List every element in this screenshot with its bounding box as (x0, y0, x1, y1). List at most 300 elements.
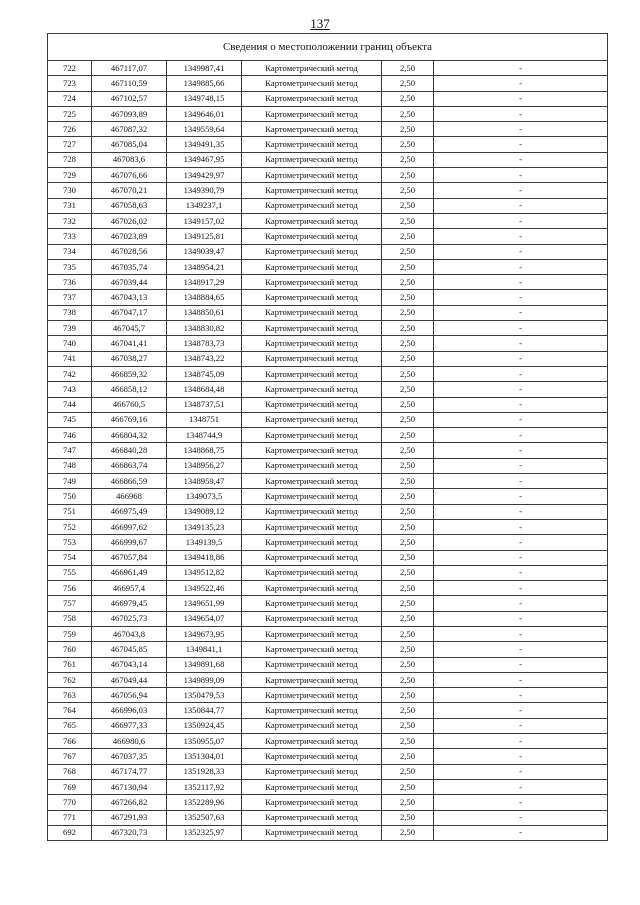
cell-accuracy: 2,50 (382, 657, 434, 672)
cell-method: Картометрический метод (242, 106, 382, 121)
cell-x-coordinate: 467043,13 (92, 290, 167, 305)
table-row (48, 198, 608, 213)
table-header-row (48, 34, 608, 61)
cell-point-number: 745 (48, 412, 92, 427)
cell-y-coordinate: 1350955,07 (167, 734, 242, 749)
cell-y-coordinate: 1348751 (167, 412, 242, 427)
cell-method: Картометрический метод (242, 489, 382, 504)
cell-method: Картометрический метод (242, 122, 382, 137)
table-row (48, 275, 608, 290)
cell-description: - (434, 213, 608, 228)
table-row (48, 428, 608, 443)
cell-x-coordinate: 466977,33 (92, 718, 167, 733)
cell-description: - (434, 535, 608, 550)
cell-y-coordinate: 1351928,33 (167, 764, 242, 779)
cell-point-number: 728 (48, 152, 92, 167)
cell-method: Картометрический метод (242, 565, 382, 580)
cell-description: - (434, 305, 608, 320)
cell-y-coordinate: 1349673,95 (167, 626, 242, 641)
cell-y-coordinate: 1348830,82 (167, 321, 242, 336)
table-row (48, 305, 608, 320)
cell-x-coordinate: 467093,89 (92, 106, 167, 121)
cell-description: - (434, 688, 608, 703)
cell-description: - (434, 61, 608, 76)
cell-point-number: 726 (48, 122, 92, 137)
cell-x-coordinate: 466859,32 (92, 366, 167, 381)
table-row (48, 734, 608, 749)
cell-point-number: 768 (48, 764, 92, 779)
table-row (48, 642, 608, 657)
cell-accuracy: 2,50 (382, 168, 434, 183)
cell-accuracy: 2,50 (382, 596, 434, 611)
cell-description: - (434, 596, 608, 611)
cell-method: Картометрический метод (242, 611, 382, 626)
cell-x-coordinate: 467291,93 (92, 810, 167, 825)
cell-x-coordinate: 467045,7 (92, 321, 167, 336)
cell-x-coordinate: 467110,59 (92, 76, 167, 91)
cell-accuracy: 2,50 (382, 336, 434, 351)
cell-x-coordinate: 467043,14 (92, 657, 167, 672)
cell-x-coordinate: 467035,74 (92, 259, 167, 274)
cell-accuracy: 2,50 (382, 688, 434, 703)
cell-description: - (434, 152, 608, 167)
cell-description: - (434, 703, 608, 718)
cell-point-number: 756 (48, 581, 92, 596)
cell-y-coordinate: 1348850,61 (167, 305, 242, 320)
cell-method: Картометрический метод (242, 244, 382, 259)
cell-y-coordinate: 1349418,86 (167, 550, 242, 565)
cell-x-coordinate: 466979,45 (92, 596, 167, 611)
table-row (48, 168, 608, 183)
cell-description: - (434, 718, 608, 733)
cell-x-coordinate: 466968 (92, 489, 167, 504)
cell-description: - (434, 366, 608, 381)
cell-y-coordinate: 1348954,21 (167, 259, 242, 274)
cell-accuracy: 2,50 (382, 198, 434, 213)
cell-point-number: 692 (48, 825, 92, 840)
cell-point-number: 750 (48, 489, 92, 504)
cell-point-number: 729 (48, 168, 92, 183)
cell-y-coordinate: 1349559,64 (167, 122, 242, 137)
cell-accuracy: 2,50 (382, 91, 434, 106)
cell-x-coordinate: 467083,6 (92, 152, 167, 167)
cell-x-coordinate: 467045,85 (92, 642, 167, 657)
cell-y-coordinate: 1349139,5 (167, 535, 242, 550)
cell-x-coordinate: 466804,32 (92, 428, 167, 443)
cell-method: Картометрический метод (242, 795, 382, 810)
cell-point-number: 725 (48, 106, 92, 121)
table-row (48, 412, 608, 427)
cell-accuracy: 2,50 (382, 305, 434, 320)
cell-method: Картометрический метод (242, 519, 382, 534)
cell-description: - (434, 137, 608, 152)
cell-point-number: 759 (48, 626, 92, 641)
table-row (48, 152, 608, 167)
table-row (48, 229, 608, 244)
cell-accuracy: 2,50 (382, 795, 434, 810)
cell-y-coordinate: 1348744,9 (167, 428, 242, 443)
cell-method: Картометрический метод (242, 366, 382, 381)
cell-point-number: 763 (48, 688, 92, 703)
cell-y-coordinate: 1350924,45 (167, 718, 242, 733)
cell-description: - (434, 581, 608, 596)
cell-x-coordinate: 467076,66 (92, 168, 167, 183)
cell-description: - (434, 779, 608, 794)
cell-description: - (434, 458, 608, 473)
cell-accuracy: 2,50 (382, 565, 434, 580)
cell-method: Картометрический метод (242, 596, 382, 611)
cell-point-number: 739 (48, 321, 92, 336)
cell-method: Картометрический метод (242, 183, 382, 198)
table-row (48, 382, 608, 397)
cell-accuracy: 2,50 (382, 519, 434, 534)
table-row (48, 321, 608, 336)
cell-method: Картометрический метод (242, 397, 382, 412)
cell-point-number: 758 (48, 611, 92, 626)
cell-method: Картометрический метод (242, 305, 382, 320)
cell-description: - (434, 550, 608, 565)
cell-method: Картометрический метод (242, 76, 382, 91)
cell-description: - (434, 76, 608, 91)
cell-point-number: 765 (48, 718, 92, 733)
cell-y-coordinate: 1348917,29 (167, 275, 242, 290)
cell-point-number: 770 (48, 795, 92, 810)
cell-point-number: 762 (48, 672, 92, 687)
table-row (48, 795, 608, 810)
table-row (48, 779, 608, 794)
cell-method: Картометрический метод (242, 336, 382, 351)
cell-point-number: 737 (48, 290, 92, 305)
table-row (48, 106, 608, 121)
cell-description: - (434, 474, 608, 489)
cell-x-coordinate: 467117,07 (92, 61, 167, 76)
cell-y-coordinate: 1350844,77 (167, 703, 242, 718)
table-row (48, 91, 608, 106)
cell-accuracy: 2,50 (382, 76, 434, 91)
table-row (48, 61, 608, 76)
cell-method: Картометрический метод (242, 764, 382, 779)
table-row (48, 290, 608, 305)
cell-point-number: 727 (48, 137, 92, 152)
cell-accuracy: 2,50 (382, 626, 434, 641)
cell-description: - (434, 198, 608, 213)
cell-x-coordinate: 466769,16 (92, 412, 167, 427)
cell-y-coordinate: 1349646,01 (167, 106, 242, 121)
cell-description: - (434, 443, 608, 458)
cell-point-number: 747 (48, 443, 92, 458)
cell-method: Картометрический метод (242, 137, 382, 152)
cell-x-coordinate: 467087,32 (92, 122, 167, 137)
cell-y-coordinate: 1349135,23 (167, 519, 242, 534)
cell-method: Картометрический метод (242, 504, 382, 519)
cell-accuracy: 2,50 (382, 550, 434, 565)
cell-method: Картометрический метод (242, 382, 382, 397)
cell-accuracy: 2,50 (382, 535, 434, 550)
table-row (48, 626, 608, 641)
cell-point-number: 769 (48, 779, 92, 794)
cell-point-number: 744 (48, 397, 92, 412)
cell-y-coordinate: 1349512,82 (167, 565, 242, 580)
cell-description: - (434, 122, 608, 137)
cell-description: - (434, 672, 608, 687)
cell-y-coordinate: 1348745,09 (167, 366, 242, 381)
table-row (48, 458, 608, 473)
cell-description: - (434, 259, 608, 274)
cell-x-coordinate: 466961,49 (92, 565, 167, 580)
table-row (48, 565, 608, 580)
cell-x-coordinate: 467174,77 (92, 764, 167, 779)
cell-y-coordinate: 1349237,1 (167, 198, 242, 213)
table-row (48, 749, 608, 764)
table-row (48, 519, 608, 534)
cell-method: Картометрический метод (242, 213, 382, 228)
cell-method: Картометрический метод (242, 642, 382, 657)
cell-accuracy: 2,50 (382, 106, 434, 121)
cell-point-number: 722 (48, 61, 92, 76)
cell-point-number: 760 (48, 642, 92, 657)
cell-y-coordinate: 1348884,65 (167, 290, 242, 305)
cell-y-coordinate: 1352117,92 (167, 779, 242, 794)
cell-description: - (434, 428, 608, 443)
cell-x-coordinate: 466957,4 (92, 581, 167, 596)
cell-x-coordinate: 467266,82 (92, 795, 167, 810)
table-row (48, 810, 608, 825)
cell-x-coordinate: 467043,8 (92, 626, 167, 641)
cell-point-number: 732 (48, 213, 92, 228)
cell-y-coordinate: 1351304,01 (167, 749, 242, 764)
cell-accuracy: 2,50 (382, 779, 434, 794)
cell-description: - (434, 382, 608, 397)
cell-x-coordinate: 466996,03 (92, 703, 167, 718)
cell-point-number: 752 (48, 519, 92, 534)
cell-point-number: 735 (48, 259, 92, 274)
cell-accuracy: 2,50 (382, 321, 434, 336)
cell-x-coordinate: 467056,94 (92, 688, 167, 703)
cell-x-coordinate: 467041,41 (92, 336, 167, 351)
cell-method: Картометрический метод (242, 749, 382, 764)
cell-accuracy: 2,50 (382, 474, 434, 489)
cell-point-number: 740 (48, 336, 92, 351)
cell-point-number: 731 (48, 198, 92, 213)
cell-point-number: 723 (48, 76, 92, 91)
table-row (48, 183, 608, 198)
cell-accuracy: 2,50 (382, 382, 434, 397)
table-row (48, 688, 608, 703)
cell-accuracy: 2,50 (382, 397, 434, 412)
cell-method: Картометрический метод (242, 779, 382, 794)
cell-method: Картометрический метод (242, 290, 382, 305)
cell-y-coordinate: 1349491,35 (167, 137, 242, 152)
table-row (48, 137, 608, 152)
cell-accuracy: 2,50 (382, 825, 434, 840)
cell-method: Картометрический метод (242, 91, 382, 106)
table-row (48, 825, 608, 840)
cell-description: - (434, 275, 608, 290)
cell-x-coordinate: 467023,89 (92, 229, 167, 244)
cell-point-number: 751 (48, 504, 92, 519)
cell-x-coordinate: 467047,17 (92, 305, 167, 320)
cell-y-coordinate: 1349467,95 (167, 152, 242, 167)
cell-description: - (434, 519, 608, 534)
table-row (48, 703, 608, 718)
cell-y-coordinate: 1349654,07 (167, 611, 242, 626)
cell-x-coordinate: 467038,27 (92, 351, 167, 366)
table-row (48, 657, 608, 672)
cell-method: Картометрический метод (242, 61, 382, 76)
cell-method: Картометрический метод (242, 688, 382, 703)
cell-method: Картометрический метод (242, 626, 382, 641)
cell-y-coordinate: 1349157,02 (167, 213, 242, 228)
cell-accuracy: 2,50 (382, 504, 434, 519)
cell-x-coordinate: 467085,04 (92, 137, 167, 152)
cell-y-coordinate: 1348737,51 (167, 397, 242, 412)
cell-y-coordinate: 1348959,47 (167, 474, 242, 489)
cell-description: - (434, 626, 608, 641)
cell-description: - (434, 168, 608, 183)
cell-method: Картометрический метод (242, 474, 382, 489)
cell-method: Картометрический метод (242, 198, 382, 213)
cell-accuracy: 2,50 (382, 718, 434, 733)
cell-method: Картометрический метод (242, 428, 382, 443)
cell-y-coordinate: 1348684,48 (167, 382, 242, 397)
cell-description: - (434, 412, 608, 427)
cell-method: Картометрический метод (242, 810, 382, 825)
cell-description: - (434, 825, 608, 840)
cell-accuracy: 2,50 (382, 122, 434, 137)
cell-point-number: 736 (48, 275, 92, 290)
cell-y-coordinate: 1349039,47 (167, 244, 242, 259)
cell-y-coordinate: 1348783,73 (167, 336, 242, 351)
cell-accuracy: 2,50 (382, 489, 434, 504)
cell-accuracy: 2,50 (382, 259, 434, 274)
table-row (48, 351, 608, 366)
cell-point-number: 755 (48, 565, 92, 580)
cell-description: - (434, 106, 608, 121)
table-row (48, 581, 608, 596)
cell-accuracy: 2,50 (382, 734, 434, 749)
table-row (48, 504, 608, 519)
cell-x-coordinate: 466760,5 (92, 397, 167, 412)
cell-y-coordinate: 1349089,12 (167, 504, 242, 519)
cell-y-coordinate: 1349899,09 (167, 672, 242, 687)
cell-description: - (434, 290, 608, 305)
cell-description: - (434, 810, 608, 825)
table-row (48, 489, 608, 504)
table-row (48, 397, 608, 412)
cell-accuracy: 2,50 (382, 351, 434, 366)
cell-point-number: 738 (48, 305, 92, 320)
cell-x-coordinate: 466863,74 (92, 458, 167, 473)
table-row (48, 213, 608, 228)
cell-x-coordinate: 466980,6 (92, 734, 167, 749)
cell-description: - (434, 336, 608, 351)
page-number: 137 (310, 16, 330, 31)
cell-description: - (434, 764, 608, 779)
table-row (48, 535, 608, 550)
cell-method: Картометрический метод (242, 321, 382, 336)
cell-y-coordinate: 1349885,66 (167, 76, 242, 91)
cell-description: - (434, 795, 608, 810)
cell-method: Картометрический метод (242, 168, 382, 183)
cell-point-number: 754 (48, 550, 92, 565)
cell-method: Картометрический метод (242, 581, 382, 596)
cell-method: Картометрический метод (242, 259, 382, 274)
cell-accuracy: 2,50 (382, 244, 434, 259)
cell-point-number: 767 (48, 749, 92, 764)
cell-y-coordinate: 1349390,79 (167, 183, 242, 198)
cell-x-coordinate: 467102,57 (92, 91, 167, 106)
cell-x-coordinate: 467039,44 (92, 275, 167, 290)
cell-accuracy: 2,50 (382, 810, 434, 825)
cell-x-coordinate: 467070,21 (92, 183, 167, 198)
cell-y-coordinate: 1348743,22 (167, 351, 242, 366)
table-row (48, 718, 608, 733)
cell-description: - (434, 489, 608, 504)
table-row (48, 336, 608, 351)
cell-description: - (434, 351, 608, 366)
cell-accuracy: 2,50 (382, 213, 434, 228)
cell-point-number: 771 (48, 810, 92, 825)
cell-method: Картометрический метод (242, 412, 382, 427)
cell-description: - (434, 642, 608, 657)
table-row (48, 443, 608, 458)
cell-description: - (434, 183, 608, 198)
cell-point-number: 734 (48, 244, 92, 259)
cell-description: - (434, 504, 608, 519)
table-row (48, 672, 608, 687)
cell-point-number: 733 (48, 229, 92, 244)
cell-description: - (434, 657, 608, 672)
cell-method: Картометрический метод (242, 550, 382, 565)
cell-description: - (434, 749, 608, 764)
cell-y-coordinate: 1349748,15 (167, 91, 242, 106)
cell-description: - (434, 91, 608, 106)
cell-accuracy: 2,50 (382, 581, 434, 596)
cell-description: - (434, 397, 608, 412)
cell-x-coordinate: 467130,94 (92, 779, 167, 794)
cell-x-coordinate: 466866,59 (92, 474, 167, 489)
table-row (48, 259, 608, 274)
cell-accuracy: 2,50 (382, 458, 434, 473)
cell-x-coordinate: 467057,84 (92, 550, 167, 565)
cell-x-coordinate: 466840,28 (92, 443, 167, 458)
cell-y-coordinate: 1352289,96 (167, 795, 242, 810)
cell-point-number: 757 (48, 596, 92, 611)
cell-accuracy: 2,50 (382, 366, 434, 381)
cell-description: - (434, 321, 608, 336)
cell-point-number: 730 (48, 183, 92, 198)
cell-point-number: 766 (48, 734, 92, 749)
cell-method: Картометрический метод (242, 351, 382, 366)
cell-x-coordinate: 467028,56 (92, 244, 167, 259)
cell-accuracy: 2,50 (382, 749, 434, 764)
cell-accuracy: 2,50 (382, 275, 434, 290)
cell-point-number: 753 (48, 535, 92, 550)
cell-accuracy: 2,50 (382, 672, 434, 687)
table-row (48, 366, 608, 381)
cell-y-coordinate: 1349987,41 (167, 61, 242, 76)
cell-x-coordinate: 466858,12 (92, 382, 167, 397)
cell-x-coordinate: 467058,63 (92, 198, 167, 213)
table-row (48, 76, 608, 91)
cell-method: Картометрический метод (242, 718, 382, 733)
cell-point-number: 761 (48, 657, 92, 672)
cell-description: - (434, 734, 608, 749)
cell-description: - (434, 611, 608, 626)
cell-x-coordinate: 467037,35 (92, 749, 167, 764)
cell-point-number: 743 (48, 382, 92, 397)
cell-y-coordinate: 1349522,46 (167, 581, 242, 596)
